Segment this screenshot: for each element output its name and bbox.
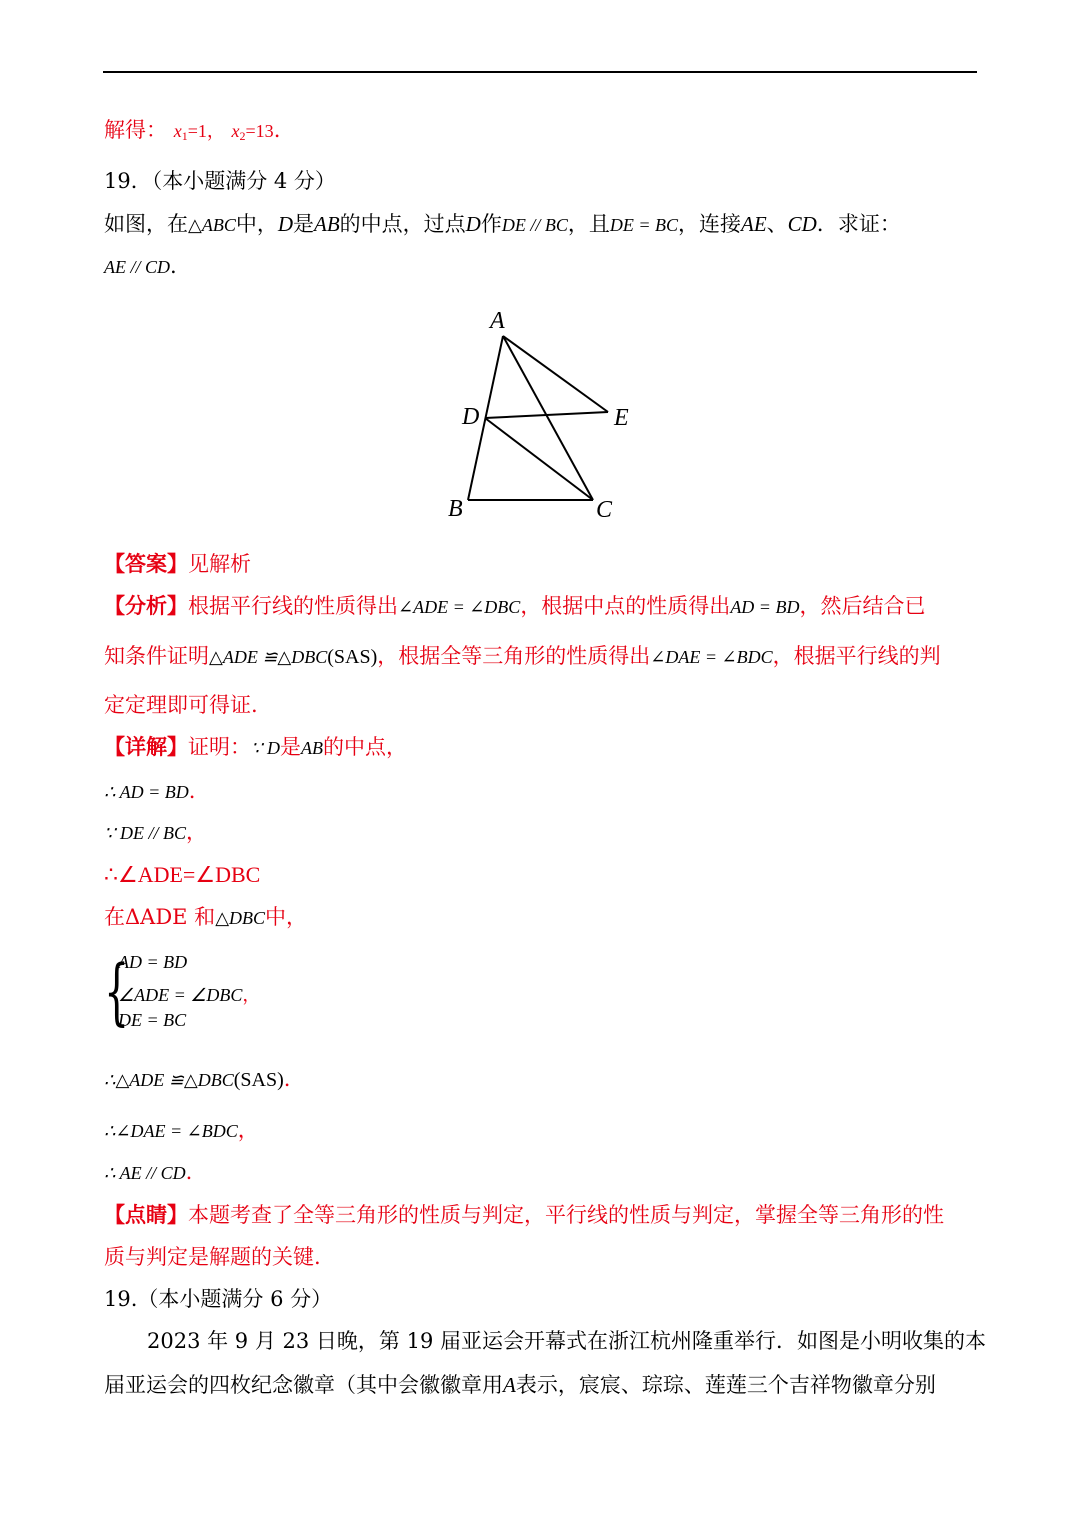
x1-sub: 1 xyxy=(181,129,188,143)
math-equal: DE = BC xyxy=(609,215,678,235)
math-point-d: D xyxy=(277,212,294,236)
detail-tag: 【详解】 xyxy=(104,734,188,759)
punct: ， xyxy=(237,1118,259,1142)
stem-text: 作 xyxy=(480,212,502,236)
system-row-3: DE = BC xyxy=(118,1010,187,1030)
q19b-text: 表示，宸宸、琮琮、莲莲三个吉祥物徽章分别 xyxy=(515,1373,936,1397)
analysis-tag: 【分析】 xyxy=(104,593,188,618)
math-segment-ab: AB xyxy=(300,738,323,758)
header-rule xyxy=(103,71,977,73)
detail-text: 的中点， xyxy=(322,735,407,759)
answer-tag: 【答案】 xyxy=(104,551,188,576)
answer-line xyxy=(104,549,251,579)
math-parallel: DE // BC xyxy=(501,215,568,235)
math-triangle-dbc: △DBC xyxy=(215,908,266,928)
math-because-d: ∵ D xyxy=(251,738,280,758)
math-angle-eq: ∠ADE = ∠DBC xyxy=(398,597,521,617)
geometry-figure xyxy=(430,300,660,530)
question-19b-line2 xyxy=(104,1370,936,1400)
question-19-stem-line1 xyxy=(104,209,901,240)
comment-line2: 质与判定是解题的关键. xyxy=(104,1245,321,1269)
detail-line1 xyxy=(104,732,407,763)
math-congruent: ∴△ADE ≌△DBC xyxy=(104,1070,234,1090)
math-a: A xyxy=(503,1373,516,1397)
label-b: B xyxy=(448,496,463,522)
solution-line xyxy=(104,115,280,151)
segment-ac xyxy=(503,336,593,500)
system-row-2 xyxy=(118,981,260,1007)
comment-text: 本题考查了全等三角形的性质与判定，平行线的性质与判定，掌握全等三角形的性 xyxy=(188,1203,944,1227)
analysis-line3: 定定理即可得证. xyxy=(104,693,258,717)
label-e: E xyxy=(614,405,629,431)
x2-value: =13 xyxy=(245,121,274,141)
math-angle-eq: ∠DAE = ∠BDC xyxy=(650,647,773,667)
detail-text: 证明： xyxy=(188,735,251,759)
math-angle-dae-bdc: ∴∠DAE = ∠BDC xyxy=(104,1121,238,1141)
punct: . xyxy=(188,779,196,803)
math-ad-bd: AD = BD xyxy=(730,597,800,617)
label-d: D xyxy=(462,404,480,430)
analysis-line1 xyxy=(104,591,925,622)
math-ad-bd: ∴ AD = BD xyxy=(104,782,189,802)
punct: ， xyxy=(185,820,207,844)
label-c: C xyxy=(596,497,613,523)
comment-tag: 【点睛】 xyxy=(104,1202,188,1227)
detail-line8 xyxy=(104,1157,192,1188)
detail-text: 是 xyxy=(279,735,301,759)
stem-text: ，连接 xyxy=(678,212,741,236)
detail-line6 xyxy=(104,1064,290,1095)
answer-text: 见解析 xyxy=(188,552,251,576)
stem-text: 如图，在 xyxy=(104,212,188,236)
analysis-text: ，根据平行线的判 xyxy=(772,644,941,668)
stem-text: 、 xyxy=(766,212,788,236)
punct: ， xyxy=(242,985,261,1005)
x1-var: x xyxy=(173,121,182,141)
analysis-line2 xyxy=(104,641,941,672)
punct: . xyxy=(283,1067,291,1091)
segment-dc xyxy=(485,418,593,500)
detail-line2 xyxy=(104,776,195,807)
detail-line7 xyxy=(104,1115,259,1146)
math-sas: (SAS) xyxy=(233,1069,284,1091)
solution-end: . xyxy=(273,118,281,142)
math-ae-parallel-cd: ∴ AE // CD xyxy=(104,1163,186,1183)
segment-ae xyxy=(503,336,608,412)
stem-text: 是 xyxy=(293,212,315,236)
detail-line5 xyxy=(104,902,307,933)
question-19-header: 19．（本小题满分 4 分） xyxy=(104,169,336,193)
math-sas: (SAS) xyxy=(327,646,378,668)
analysis-text: ，根据全等三角形的性质得出 xyxy=(377,644,651,668)
analysis-text: ，根据中点的性质得出 xyxy=(520,594,731,618)
question-19b-header: 19.（本小题满分 6 分） xyxy=(104,1287,333,1311)
x2-sub: 2 xyxy=(239,129,246,143)
detail-text: 中， xyxy=(265,905,308,929)
label-a: A xyxy=(490,308,505,334)
math-de-parallel-bc: ∵ DE // BC xyxy=(104,823,186,843)
stem-text: ．求证： xyxy=(816,212,901,236)
math-segment-ae: AE xyxy=(741,212,767,236)
solution-label: 解得： xyxy=(104,118,167,142)
analysis-text: ，然后结合已 xyxy=(799,594,926,618)
x2-var: x xyxy=(231,121,240,141)
question-19b-line1: 2023 年 9 月 23 日晚，第 19 届亚运会开幕式在浙江杭州隆重举行．如图是小明收集的本 xyxy=(147,1329,986,1353)
math-prove: AE // CD xyxy=(104,257,170,277)
stem-text: 中， xyxy=(235,212,278,236)
math-congruent: △ADE ≌△DBC xyxy=(209,647,328,667)
system-row-2-text: ∠ADE = ∠DBC xyxy=(118,985,243,1005)
stem-text: 的中点，过点 xyxy=(339,212,466,236)
stem-text: ，且 xyxy=(567,212,610,236)
math-point-d: D xyxy=(465,212,481,236)
detail-line4: ∴∠ADE=∠DBC xyxy=(104,862,261,887)
system-row-1: AD = BD xyxy=(118,952,188,972)
q19b-text: 届亚运会的四枚纪念徽章（其中会徽徽章用 xyxy=(104,1373,503,1397)
x1-value: =1， xyxy=(187,121,225,141)
math-segment-ab: AB xyxy=(314,212,340,236)
detail-line3 xyxy=(104,817,207,848)
analysis-text: 知条件证明 xyxy=(104,644,209,668)
question-19-stem-line2 xyxy=(104,251,177,282)
punct: . xyxy=(185,1160,193,1184)
left-brace: { xyxy=(104,949,130,1033)
stem-end: . xyxy=(170,254,177,278)
math-segment-cd: CD xyxy=(787,212,817,236)
comment-line1 xyxy=(104,1200,944,1230)
analysis-text: 根据平行线的性质得出 xyxy=(188,594,398,618)
math-triangle-abc: △ABC xyxy=(188,215,236,235)
detail-text: 在ΔADE 和 xyxy=(104,905,216,929)
